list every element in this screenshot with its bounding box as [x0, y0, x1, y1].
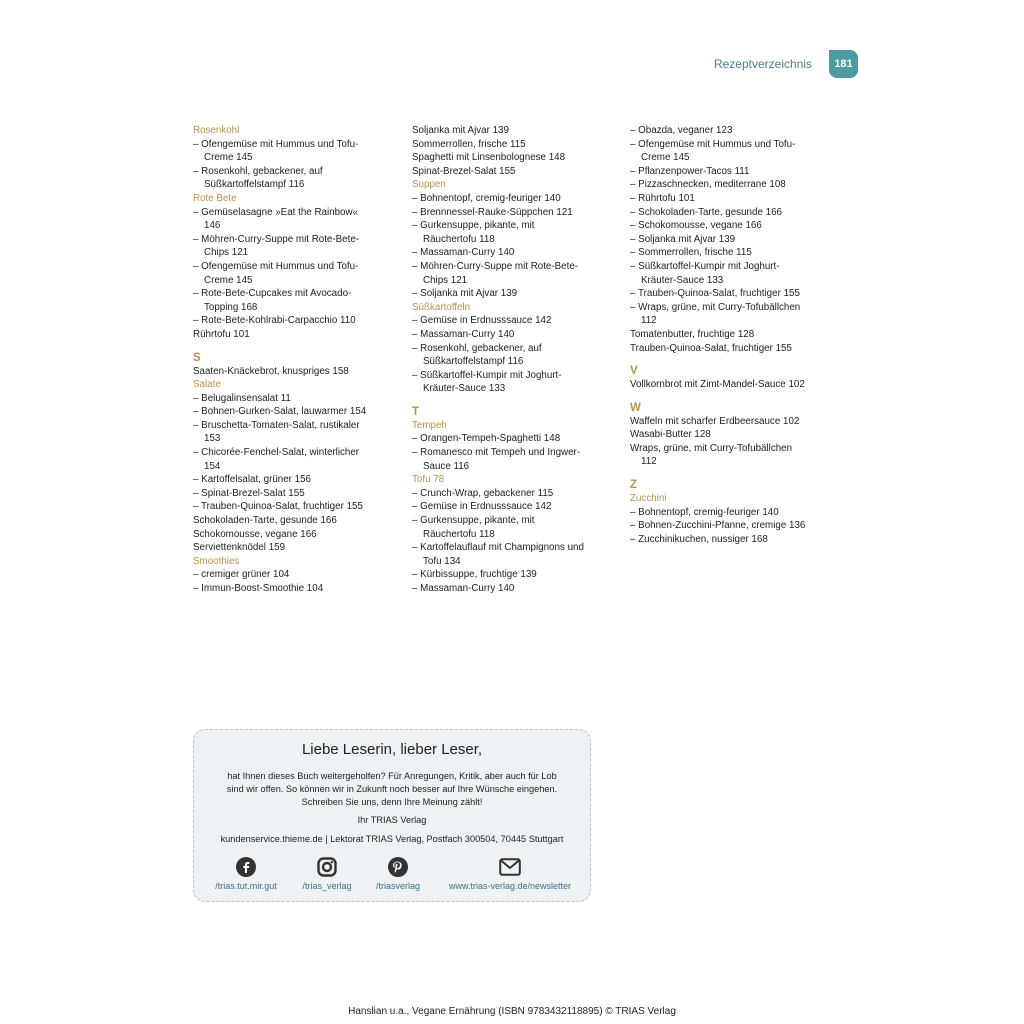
- notice-line: sind wir offen. So können wir in Zukunft noch besser auf Ihre Wünsche eingehen.: [226, 784, 558, 794]
- index-subentry: – Bohnen-Zucchini-Pfanne, cremige 136: [630, 520, 806, 532]
- notice-contact: kundenservice.thieme.de | Lektorat TRIAS Verlag, Postfach 300504, 70445 Stuttgart: [220, 834, 564, 844]
- index-letter: Z: [630, 479, 638, 492]
- social-facebook[interactable]: [204, 856, 288, 891]
- index-subentry: – Trauben-Quinoa-Salat, fruchtiger 155: [193, 501, 363, 513]
- index-subentry: – Rosenkohl, gebackener, auf Süßkartoffelstampf 116: [412, 342, 542, 368]
- social-label: www.trias-verlag.de/newsletter: [448, 881, 572, 891]
- social-label: /trias.tut.mir.gut: [215, 881, 277, 891]
- index-entry: Serviettenknödel 159: [193, 542, 286, 554]
- notice-line: hat Ihnen dieses Buch weitergeholfen? Für Anregungen, Kritik, aber auch für Lob: [227, 771, 557, 781]
- index-subentry: – Rote-Bete-Kohlrabi-Carpacchio 110: [193, 315, 356, 327]
- social-pinterest[interactable]: [366, 856, 430, 891]
- index-letter: T: [412, 405, 420, 418]
- index-heading: Suppen: [412, 179, 446, 191]
- notice-line: Schreiben Sie uns, denn Ihre Meinung zählt!: [301, 797, 483, 807]
- index-subentry: – Kürbissuppe, fruchtige 139: [412, 569, 537, 581]
- index-letter: V: [630, 365, 638, 378]
- index-subentry: – Pizzaschnecken, mediterrane 108: [630, 179, 786, 191]
- index-entry: Vollkornbrot mit Zimt-Mandel-Sauce 102: [630, 379, 805, 391]
- index-subentry: – Wraps, grüne, mit Curry-Tofubällchen 112: [630, 301, 801, 327]
- index-subentry: – Massaman-Curry 140: [412, 583, 515, 594]
- index-subentry: – Brennnessel-Rauke-Süppchen 121: [412, 206, 573, 218]
- reader-notice-box: [193, 729, 591, 902]
- index-subentry: – Möhren-Curry-Suppe mit Rote-Bete- Chips 121: [193, 233, 360, 259]
- social-label: /trias_verlag: [302, 881, 352, 891]
- index-subentry: – Orangen-Tempeh-Spaghetti 148: [412, 433, 561, 445]
- index-subentry: – Rührtofu 101: [630, 192, 695, 204]
- index-subentry: – Sommerrollen, frische 115: [630, 247, 752, 259]
- index-subentry: – Trauben-Quinoa-Salat, fruchtiger 155: [630, 288, 800, 300]
- index-subentry: – Gemüse in Erdnusssauce 142: [412, 501, 552, 513]
- index-subentry: – Spinat-Brezel-Salat 155: [193, 487, 305, 499]
- index-subentry: – Schokoladen-Tarte, gesunde 166: [630, 206, 782, 218]
- index-heading: Rote Bete: [193, 192, 237, 204]
- index-subentry: – Rote-Bete-Cupcakes mit Avocado- Topping 168: [193, 288, 352, 313]
- index-subentry: – Chicorée-Fenchel-Salat, winterlicher 154: [193, 447, 360, 472]
- index-heading: Smoothies: [193, 555, 240, 567]
- index-subentry: – Obazda, veganer 123: [630, 125, 733, 136]
- index-subentry: – Kartoffelauflauf mit Champignons und Tofu 134: [412, 542, 584, 567]
- index-heading: Tempeh: [412, 419, 447, 431]
- index-subentry: – Zucchinikuchen, nussiger 168: [630, 533, 768, 545]
- index-heading: Tofu 78: [412, 474, 445, 486]
- index-subentry: – Belugalinsensalat 11: [193, 392, 291, 404]
- index-subentry: – Gurkensuppe, pikante, mit Räuchertofu 118: [412, 515, 535, 540]
- social-newsletter[interactable]: [430, 856, 590, 891]
- social-label: /triasverlag: [375, 881, 420, 891]
- social-instagram[interactable]: [288, 856, 366, 891]
- index-subentry: – Gurkensuppe, pikante, mit Räuchertofu 118: [412, 220, 535, 245]
- index-subentry: – Pflanzenpower-Tacos 111: [630, 165, 750, 177]
- index-subentry: – Gemüse in Erdnusssauce 142: [412, 315, 552, 327]
- index-subentry: Wraps, grüne, mit Curry-Tofubällchen 112: [630, 442, 793, 468]
- index-letter: W: [630, 401, 641, 414]
- index-subentry: – Ofengemüse mit Hummus und Tofu- Creme 145: [193, 260, 359, 286]
- index-entry: Sommerrollen, frische 115: [412, 138, 526, 150]
- index-subentry: – Ofengemüse mit Hummus und Tofu- Creme 145: [193, 138, 359, 164]
- index-subentry: – Romanesco mit Tempeh und Ingwer- Sauce 116: [412, 447, 581, 472]
- index-heading: Süßkartoffeln: [412, 301, 471, 313]
- index-entry: Waffeln mit scharfer Erdbeersauce 102: [630, 415, 800, 427]
- index-entry: Soljanka mit Ajvar 139: [412, 125, 509, 136]
- index-subentry: – Bohnentopf, cremig-feuriger 140: [412, 192, 561, 204]
- index-subentry: – Bohnentopf, cremig-feuriger 140: [630, 506, 779, 518]
- index-heading: Rosenkohl: [193, 125, 240, 136]
- index-subentry: – Bohnen-Gurken-Salat, lauwarmer 154: [193, 406, 367, 418]
- index-column-1: [193, 124, 393, 596]
- index-subentry: – Immun-Boost-Smoothie 104: [193, 583, 324, 594]
- index-subentry: – Süßkartoffel-Kumpir mit Joghurt- Kräuter-Sauce 133: [412, 369, 562, 395]
- index-subentry: – Kartoffelsalat, grüner 156: [193, 474, 312, 486]
- index-heading: Salate: [193, 379, 221, 391]
- index-subentry: – cremiger grüner 104: [193, 569, 290, 581]
- index-column-3: [630, 124, 830, 546]
- index-entry: Wasabi-Butter 128: [630, 429, 711, 441]
- index-subentry: – Rosenkohl, gebackener, auf Süßkartoffelstampf 116: [193, 165, 323, 191]
- index-subentry: – Bruschetta-Tomaten-Salat, rustikaler 153: [193, 419, 360, 445]
- index-subentry: – Soljanka mit Ajvar 139: [630, 233, 736, 245]
- index-subentry: – Ofengemüse mit Hummus und Tofu- Creme 145: [630, 138, 796, 164]
- facebook-icon: [204, 856, 288, 878]
- index-subentry: – Massaman-Curry 140: [412, 328, 515, 340]
- index-entry: Tomatenbutter, fruchtige 128: [630, 328, 755, 340]
- index-subentry: – Crunch-Wrap, gebackener 115: [412, 487, 554, 499]
- index-entry: Spinat-Brezel-Salat 155: [412, 165, 516, 177]
- index-letter: S: [193, 351, 201, 364]
- index-subentry: – Gemüselasagne »Eat the Rainbow« 146: [193, 206, 359, 232]
- running-header-title: Rezeptverzeichnis: [713, 57, 812, 71]
- mail-icon: [430, 856, 590, 878]
- notice-signature: Ihr TRIAS Verlag: [357, 815, 427, 825]
- index-column-2: [412, 124, 612, 596]
- index-subentry: – Möhren-Curry-Suppe mit Rote-Bete- Chips 121: [412, 260, 579, 286]
- instagram-icon: [288, 856, 366, 878]
- index-subentry: – Süßkartoffel-Kumpir mit Joghurt- Kräuter-Sauce 133: [630, 260, 780, 286]
- notice-title: Liebe Leserin, lieber Leser,: [301, 741, 483, 758]
- notice-text: [194, 770, 590, 809]
- index-entry: Schokomousse, vegane 166: [193, 528, 317, 540]
- page-number-badge: 181: [829, 50, 858, 78]
- index-heading: Zucchini: [630, 493, 667, 505]
- index-subentry: – Schokomousse, vegane 166: [630, 220, 762, 232]
- index-entry: Saaten-Knäckebrot, knuspriges 158: [193, 365, 349, 377]
- index-entry: Schokoladen-Tarte, gesunde 166: [193, 515, 337, 527]
- index-entry: Rührtofu 101: [193, 328, 250, 340]
- index-subentry: – Soljanka mit Ajvar 139: [412, 288, 518, 300]
- footer-citation: Hanslian u.a., Vegane Ernährung (ISBN 9783432118895) © TRIAS Verlag: [348, 1006, 676, 1017]
- pinterest-icon: [366, 856, 430, 878]
- index-entry: Spaghetti mit Linsenbolognese 148: [412, 152, 566, 164]
- index-entry: Trauben-Quinoa-Salat, fruchtiger 155: [630, 342, 792, 354]
- index-subentry: – Massaman-Curry 140: [412, 247, 515, 259]
